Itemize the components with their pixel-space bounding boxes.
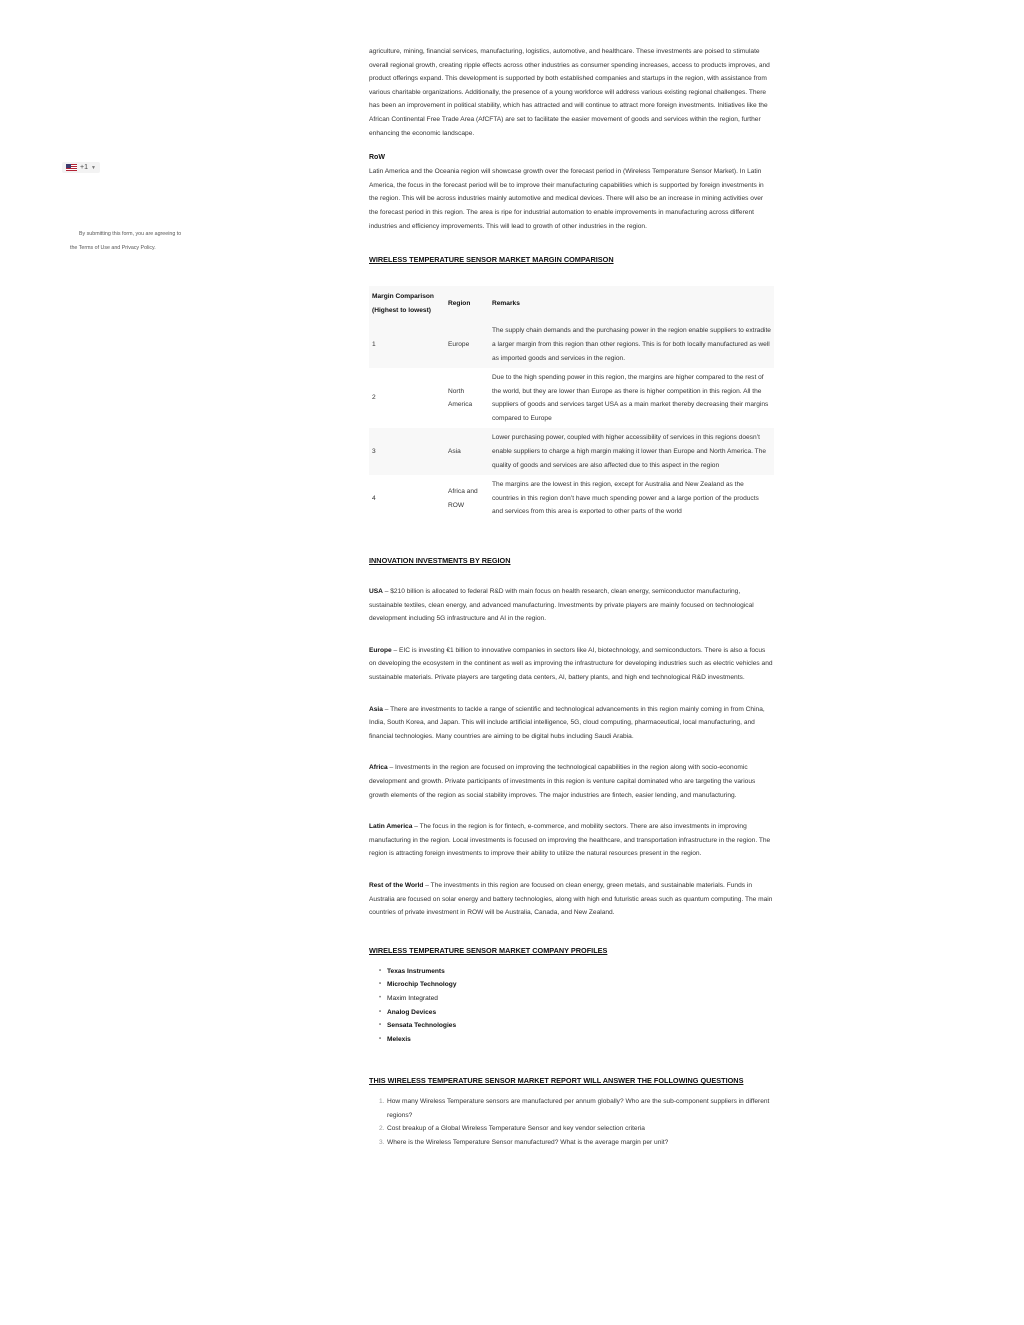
list-item: • Microchip Technology: [387, 978, 774, 992]
region-text: – The focus in the region is for fintech, e-commerce, and mobility sectors. There are also investments in improving manufacturing in the region. Local investments is focused on improving the healthcare, and transportation infrastructure in the region. The region is attracting foreign investments to improve their ability to utilize the natural resources present in the region.: [369, 823, 771, 858]
cell-remarks: Due to the high spending power in this region, the margins are higher compared to the rest of the world, but they are lower than Europe as there is higher competition in this region. All the suppliers of goods and services target USA as a main market thereby decreasing their margins compared to Europe: [489, 368, 774, 428]
table-row: [369, 321, 774, 368]
cell-rank: 1: [369, 321, 445, 368]
cell-remarks: The margins are the lowest in this region, except for Australia and New Zealand as the countries in this region don’t have much spending power and a large portion of the products and services from this area is exported to other parts of the world: [489, 475, 774, 522]
innovation-latin-america: [369, 820, 774, 861]
questions-list: [369, 1095, 774, 1149]
cell-region: Asia: [445, 428, 489, 475]
table-header-row: [369, 286, 774, 321]
list-item: • Texas Instruments: [387, 965, 774, 979]
cell-region: Africa and ROW: [445, 475, 489, 522]
innovation-usa: [369, 585, 774, 626]
innovation-africa: [369, 761, 774, 802]
innovation-europe: [369, 644, 774, 685]
header-region: Region: [445, 286, 489, 321]
cell-rank: 2: [369, 368, 445, 428]
question-text: How many Wireless Temperature sensors are manufactured per annum globally? Who are the sub-component suppliers in different regions?: [387, 1098, 770, 1119]
region-label: Rest of the World: [369, 881, 424, 889]
region-label: Europe: [369, 646, 392, 654]
region-text: – $210 billion is allocated to federal R&D with main focus on health research, clean energy, semiconductor manufacturing, sustainable textiles, clean energy, and advanced manufacturing. Investments by private players are mainly focused on technological development including 5G infrastructure and AI in the region.: [369, 588, 754, 623]
phone-code: +1: [80, 164, 88, 171]
region-text: – EIC is investing €1 billion to innovative companies in sectors like AI, biotechnology, and semiconductors. There is also a focus on developing the ecosystem in the continent as well as improving the infrastructure for developing industries such as electric vehicles and sustainable materials. Private players are targeting data centers, AI, battery plants, and high end technological R&D investments.: [369, 646, 773, 681]
phone-country-selector[interactable]: [62, 162, 100, 173]
list-item: • Analog Devices: [387, 1006, 774, 1020]
row-subheading: RoW: [369, 154, 385, 162]
question-number: 3.: [379, 1139, 385, 1147]
intro-paragraph: agriculture, mining, financial services, manufacturing, logistics, automotive, and healthcare. These investments are poised to stimulate overall regional growth, creating ripple effects across other industries as consumer spending increases, access to products improves, and product offerings expand. This development is supported by both established companies and startups in the region, with assistance from various charitable organizations. Additionally, the presence of a young workforce will address various existing regional challenges. There has been an improvement in political stability, which has attracted and will continue to attract more foreign investments. Initiatives like the African Continental Free Trade Area (AfCFTA) are set to facilitate the easier movement of goods and services within the region, further enhancing the economic landscape.: [369, 48, 770, 137]
cell-remarks: Lower purchasing power, coupled with higher accessibility of services in this regions doesn’t enable suppliers to charge a high margin making it lower than Europe and North America. The quality of goods and services are also affected due to this aspect in the region: [489, 428, 774, 475]
list-item: • Sensata Technologies: [387, 1019, 774, 1033]
cell-rank: 3: [369, 428, 445, 475]
question-number: 2.: [379, 1125, 385, 1133]
report-questions-heading: THIS WIRELESS TEMPERATURE SENSOR MARKET REPORT WILL ANSWER THE FOLLOWING QUESTIONS: [369, 1076, 744, 1086]
cell-region: North America: [445, 368, 489, 428]
cell-rank: 4: [369, 475, 445, 522]
innovation-rest-of-world: [369, 879, 774, 920]
consent-line-1: By submitting this form, you are agreeing to: [79, 231, 182, 237]
list-item: • Melexis: [387, 1033, 774, 1047]
question-text: Where is the Wireless Temperature Sensor manufactured? What is the average margin per unit?: [387, 1139, 669, 1147]
article: [369, 45, 774, 1150]
company-list: [369, 965, 774, 1047]
margin-comparison-table: [369, 286, 774, 522]
innovation-heading: INNOVATION INVESTMENTS BY REGION: [369, 556, 511, 566]
region-label: Asia: [369, 705, 383, 713]
us-flag-icon: [66, 164, 77, 171]
region-label: Latin America: [369, 823, 413, 831]
terms-privacy-link[interactable]: the Terms of Use and Privacy Policy.: [70, 244, 156, 251]
innovation-asia: [369, 703, 774, 744]
table-row: [369, 428, 774, 475]
question-number: 1.: [379, 1098, 385, 1106]
region-text: – The investments in this region are focused on clean energy, green metals, and sustainable materials. Funds in Australia are focused on solar energy and battery technologies, along with high end futuristic areas such as quantum computing. The main countries of private investment in ROW will be Australia, Canada, and New Zealand.: [369, 881, 773, 917]
margin-comparison-heading: WIRELESS TEMPERATURE SENSOR MARKET MARGIN COMPARISON: [369, 255, 614, 265]
region-text: – There are investments to tackle a range of scientific and technological advancements in this region mainly coming in from China, India, South Korea, and Japan. This will include artificial intelligence, 5G, cloud computing, pharmaceutical, local manufacturing, and financial technologies. Many countries are aiming to be digital hubs including Saudi Arabia.: [369, 705, 765, 740]
list-item: [379, 1136, 774, 1150]
list-item: [379, 1122, 774, 1136]
region-label: USA: [369, 588, 383, 596]
region-text: – Investments in the region are focused on improving the technological capabilities in the region along with socio-economic development and growth. Private participants of investments in this region is venture capital dominated who are targeting the various growth elements of the region as social stability improves. The major industries are fintech, easier lending, and manufacturing.: [369, 764, 756, 799]
table-row: [369, 368, 774, 428]
chevron-down-icon: ▼: [90, 164, 96, 171]
form-consent: [70, 228, 190, 255]
list-item: [379, 1095, 774, 1122]
phone-country-selector-wrap: [62, 158, 202, 176]
row-paragraph: Latin America and the Oceania region will showcase growth over the forecast period in (Wireless Temperature Sensor Market). In Latin America, the focus in the forecast period will be to improve their manufacturing capabilities which is supported by foreign investments in the region. This will be across industries mainly automotive and medical devices. There will also be an increase in mining activities over the forecast period in this region. The area is ripe for industrial automation to enable improvements in manufacturing across different industries and efficiency improvements. This will lead to growth of other industries in the region.: [369, 168, 764, 230]
table-row: [369, 475, 774, 522]
list-item: • Maxim Integrated: [387, 992, 774, 1006]
cell-remarks: The supply chain demands and the purchasing power in the region enable suppliers to extradite a larger margin from this region than other regions. This is for both locally manufactured as well as imported goods and services in the region.: [489, 321, 774, 368]
cell-region: Europe: [445, 321, 489, 368]
region-label: Africa: [369, 764, 388, 772]
header-margin: Margin Comparison (Highest to lowest): [369, 286, 445, 321]
company-profiles-heading: WIRELESS TEMPERATURE SENSOR MARKET COMPANY PROFILES: [369, 945, 608, 955]
question-text: Cost breakup of a Global Wireless Temperature Sensor and key vendor selection criteria: [387, 1125, 645, 1133]
header-remarks: Remarks: [489, 286, 774, 321]
